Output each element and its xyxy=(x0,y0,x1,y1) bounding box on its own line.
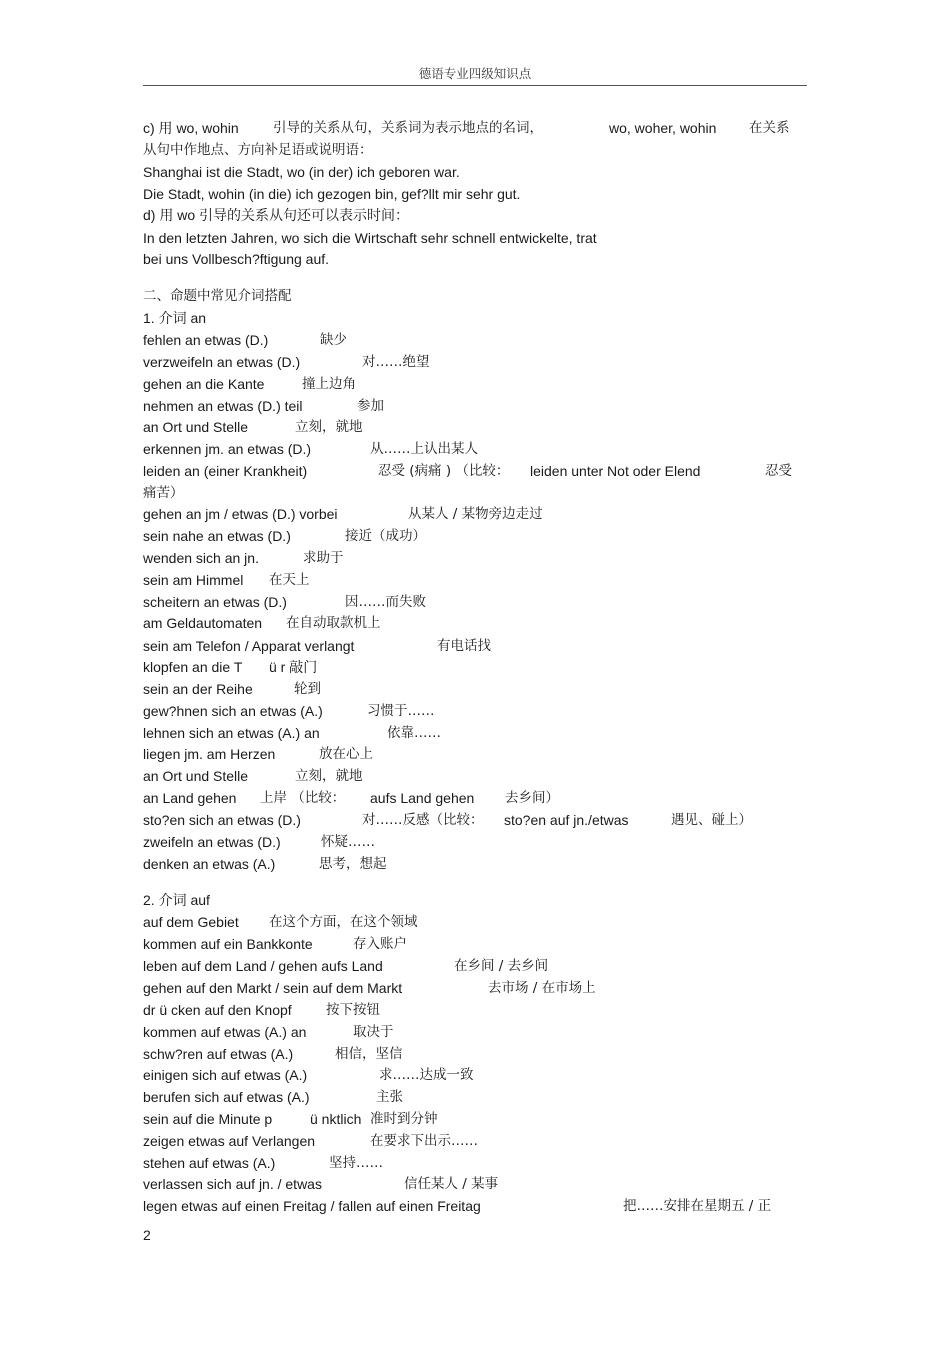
line-term: berufen sich auf etwas (A.) xyxy=(143,1089,310,1105)
line-term: denken an etwas (A.) xyxy=(143,856,276,872)
line-translation: 怀疑…… xyxy=(321,834,375,850)
line-term: erkennen jm. an etwas (D.) xyxy=(143,441,312,457)
line-term: einigen sich auf etwas (A.) xyxy=(143,1067,308,1083)
line-term: kommen auf etwas (A.) an xyxy=(143,1024,307,1040)
line-translation: 求……达成一致 xyxy=(379,1067,474,1083)
line-term: bei uns Vollbesch?ftigung auf. xyxy=(143,251,330,267)
line-term: am Geldautomaten xyxy=(143,615,263,631)
line-term: sein nahe an etwas (D.) xyxy=(143,528,291,544)
line-term: nehmen an etwas (D.) teil xyxy=(143,398,303,414)
line-translation: 撞上边角 xyxy=(302,376,356,392)
line-term: auf dem Gebiet xyxy=(143,914,239,930)
line-translation: 放在心上 xyxy=(319,746,373,762)
line-translation: 依靠…… xyxy=(387,725,441,741)
line-translation: 在自动取款机上 xyxy=(286,615,381,631)
line-term: an Ort und Stelle xyxy=(143,768,249,784)
line-translation: 坚持…… xyxy=(329,1155,383,1171)
line-translation: sto?en auf jn./etwas xyxy=(504,812,629,828)
line-translation: 把……安排在星期五 / 正 xyxy=(623,1198,772,1214)
line-translation: aufs Land gehen xyxy=(370,790,475,806)
line-translation: 在要求下出示…… xyxy=(370,1133,478,1149)
line-term: an Land gehen xyxy=(143,790,237,806)
line-term: klopfen an die T xyxy=(143,659,243,675)
line-translation: 遇见、碰上） xyxy=(671,812,752,828)
line-translation: wo, woher, wohin xyxy=(609,120,717,136)
line-term: leben auf dem Land / gehen aufs Land xyxy=(143,958,383,974)
line-translation: 去市场 / 在市场上 xyxy=(488,980,596,996)
line-term: gehen an jm / etwas (D.) vorbei xyxy=(143,506,338,522)
line-term: zeigen etwas auf Verlangen xyxy=(143,1133,316,1149)
line-term: fehlen an etwas (D.) xyxy=(143,332,269,348)
line-term: 1. 介词 an xyxy=(143,310,207,326)
header-divider xyxy=(143,85,807,86)
line-translation: 忍受 xyxy=(765,463,792,479)
line-translation: 忍受 (病痛 ) （比较： xyxy=(378,463,510,479)
line-term: legen etwas auf einen Freitag / fallen auf einen Freitag xyxy=(143,1198,481,1214)
line-translation: 对……绝望 xyxy=(362,354,430,370)
line-term: 2. 介词 auf xyxy=(143,892,210,908)
line-translation: 习惯于…… xyxy=(367,703,435,719)
line-translation: 因……而失败 xyxy=(345,594,426,610)
line-term: gehen an die Kante xyxy=(143,376,265,392)
line-term: Shanghai ist die Stadt, wo (in der) ich geboren war. xyxy=(143,164,460,180)
page-header-title: 德语专业四级知识点 xyxy=(418,66,532,81)
line-term: c) 用 wo, wohin xyxy=(143,120,239,136)
line-term: sein am Telefon / Apparat verlangt xyxy=(143,638,355,654)
line-translation: 在乡间 / 去乡间 xyxy=(454,958,549,974)
line-translation: 按下按钮 xyxy=(326,1002,380,1018)
page-number: 2 xyxy=(143,1227,151,1243)
line-translation: 去乡间） xyxy=(505,790,559,806)
line-term: kommen auf ein Bankkonte xyxy=(143,936,313,952)
line-term: gehen auf den Markt / sein auf dem Markt xyxy=(143,980,403,996)
line-translation: 取决于 xyxy=(353,1024,394,1040)
line-term: stehen auf etwas (A.) xyxy=(143,1155,276,1171)
line-translation: 缺少 xyxy=(320,332,347,348)
line-term: gew?hnen sich an etwas (A.) xyxy=(143,703,323,719)
line-term: verlassen sich auf jn. / etwas xyxy=(143,1176,322,1192)
line-translation: 从……上认出某人 xyxy=(370,441,478,457)
line-translation: 立刻，就地 xyxy=(295,419,363,435)
line-translation: 思考，想起 xyxy=(319,856,387,872)
line-term: In den letzten Jahren, wo sich die Wirtschaft sehr schnell entwickelte, trat xyxy=(143,230,597,246)
line-term: liegen jm. am Herzen xyxy=(143,746,276,762)
line-term: sto?en sich an etwas (D.) xyxy=(143,812,301,828)
line-translation: 信任某人 / 某事 xyxy=(404,1176,499,1192)
line-term: an Ort und Stelle xyxy=(143,419,249,435)
line-translation: 上岸 （比较： xyxy=(260,790,346,806)
line-translation: 对……反感（比较： xyxy=(362,812,484,828)
line-term: zweifeln an etwas (D.) xyxy=(143,834,281,850)
line-translation: 主张 xyxy=(376,1089,403,1105)
line-term: sein am Himmel xyxy=(143,572,244,588)
line-term: schw?ren auf etwas (A.) xyxy=(143,1046,294,1062)
line-translation: ü r 敲门 xyxy=(269,659,318,675)
line-term: verzweifeln an etwas (D.) xyxy=(143,354,301,370)
line-term: d) 用 wo 引导的关系从句还可以表示时间： xyxy=(143,207,410,223)
line-term: lehnen sich an etwas (A.) an xyxy=(143,725,320,741)
line-translation: 立刻，就地 xyxy=(295,768,363,784)
line-translation: 存入账户 xyxy=(353,936,407,952)
line-translation: 接近（成功） xyxy=(345,528,426,544)
line-term: wenden sich an jn. xyxy=(143,550,259,566)
line-translation: 参加 xyxy=(357,398,384,414)
line-term: 痛苦） xyxy=(143,485,184,501)
line-term: 二、命题中常见介词搭配 xyxy=(143,288,292,304)
line-term: sein an der Reihe xyxy=(143,681,253,697)
line-term: sein auf die Minute p xyxy=(143,1111,273,1127)
line-translation: 求助于 xyxy=(303,550,344,566)
line-translation: 在关系 xyxy=(749,120,790,136)
line-term: leiden an (einer Krankheit) xyxy=(143,463,308,479)
line-translation: 轮到 xyxy=(294,681,321,697)
line-translation: 相信，坚信 xyxy=(335,1046,403,1062)
line-term: 从句中作地点、方向补足语或说明语： xyxy=(143,142,373,158)
line-translation: 从某人 / 某物旁边走过 xyxy=(408,506,543,522)
line-term: Die Stadt, wohin (in die) ich gezogen bin, gef?llt mir sehr gut. xyxy=(143,186,521,202)
line-translation: 引导的关系从句，关系词为表示地点的名词， xyxy=(273,120,543,136)
line-term: dr ü cken auf den Knopf xyxy=(143,1002,292,1018)
line-translation: leiden unter Not oder Elend xyxy=(530,463,701,479)
line-translation: ü nktlich xyxy=(310,1111,362,1127)
line-translation: 在天上 xyxy=(269,572,310,588)
line-translation: 在这个方面，在这个领域 xyxy=(269,914,418,930)
line-term: scheitern an etwas (D.) xyxy=(143,594,287,610)
line-translation: 准时到分钟 xyxy=(370,1111,438,1127)
line-translation: 有电话找 xyxy=(437,638,491,654)
